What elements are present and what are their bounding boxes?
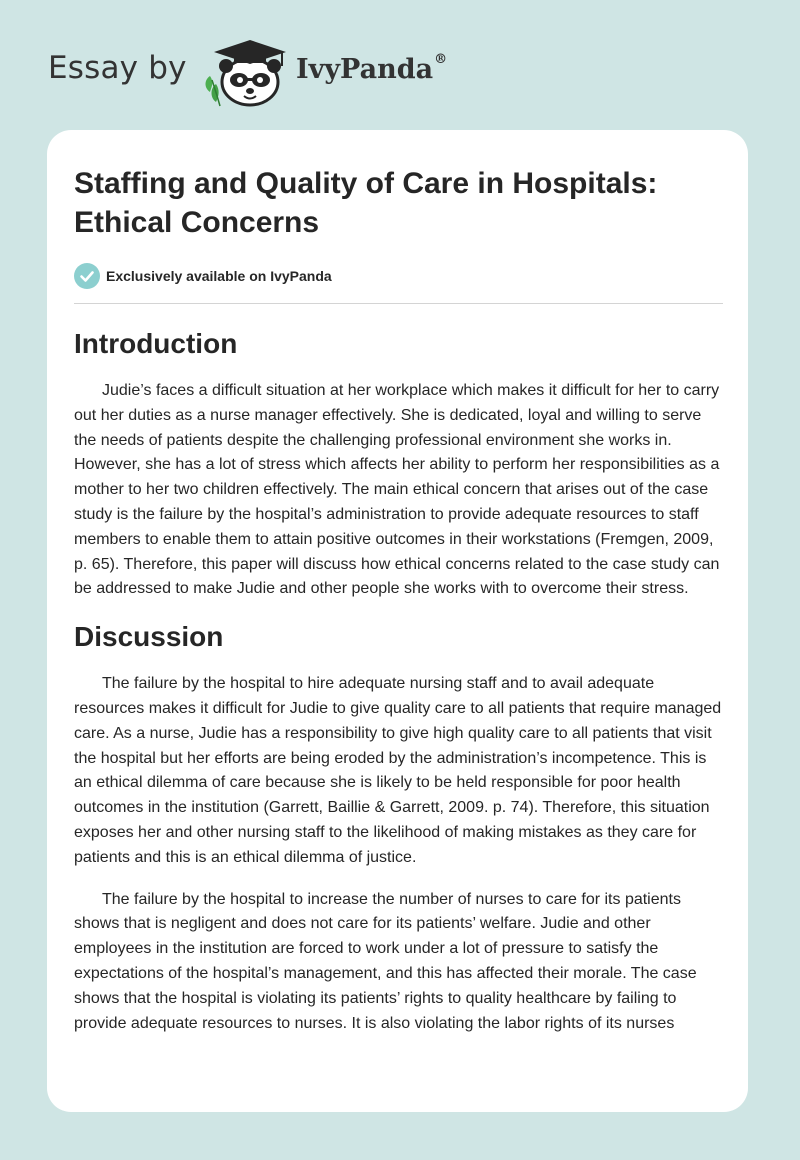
exclusive-badge	[74, 263, 332, 289]
section-discussion	[74, 619, 726, 1036]
paragraph: The failure by the hospital to increase the number of nurses to care for its patients shows that is negligent and does not care for its patients’ welfare. Judie and other employees in the institution are forced to work under a lot of pressure to satisfy the expectations of the hospital’s management, and this has affected their morale. The case shows that the hospital is violating its patients’ rights to quality healthcare by failing to provide adequate resources to nurses. It is also violating the labor rights of its nurses	[74, 890, 697, 1032]
section-heading: Introduction	[74, 328, 238, 359]
essay-body	[74, 306, 726, 1053]
section-heading: Discussion	[74, 621, 224, 653]
page-title: Staffing and Quality of Care in Hospitals: Ethical Concerns	[74, 167, 658, 239]
divider	[74, 303, 723, 304]
section-introduction	[74, 326, 726, 602]
registered-mark: ®	[434, 52, 448, 67]
check-circle-icon	[74, 263, 100, 289]
essay-card	[47, 130, 748, 1112]
paragraph: Judie’s faces a difficult situation at her workplace which makes it difficult for her to carry out her duties as a nurse manager effectively. She is dedicated, loyal and willing to serve the needs of patients despite the challenging professional environment she works in. However, she has a lot of stress which affects her ability to perform her responsibilities as a mother to her two children effectively. The main ethical concern that arises out of the case study is the failure by the hospital’s administration to provide adequate resources to staff members to enable them to attain positive outcomes in their workstations (Fremgen, 2009, p. 65). Therefore, this paper will discuss how ethical concerns related to the case study can be addressed to make Judie and other people she works with to overcome their stress.	[74, 382, 720, 598]
exclusive-badge-label: Exclusively available on IvyPanda	[106, 268, 332, 284]
site-header	[0, 0, 800, 125]
brand-name[interactable]: IvyPanda®	[296, 52, 448, 85]
essay-by-label: Essay by	[48, 50, 187, 86]
paragraph: The failure by the hospital to hire adequate nursing staff and to avail adequate resources makes it difficult for Judie to give quality care to all patients that require managed care. As a nurse, Judie has a responsibility to give high quality care to all patients that visit the hospital but her efforts are being eroded by the administration’s incompetence. This is an ethical dilemma of care because she is likely to be held responsible for poor health outcomes in the institution (Garrett, Baillie & Garrett, 2009. p. 74). Therefore, this situation exposes her and other nursing staff to the likelihood of making mistakes as they care for patients and this is an ethical dilemma of justice.	[74, 675, 722, 866]
panda-graduate-icon[interactable]	[202, 36, 292, 108]
